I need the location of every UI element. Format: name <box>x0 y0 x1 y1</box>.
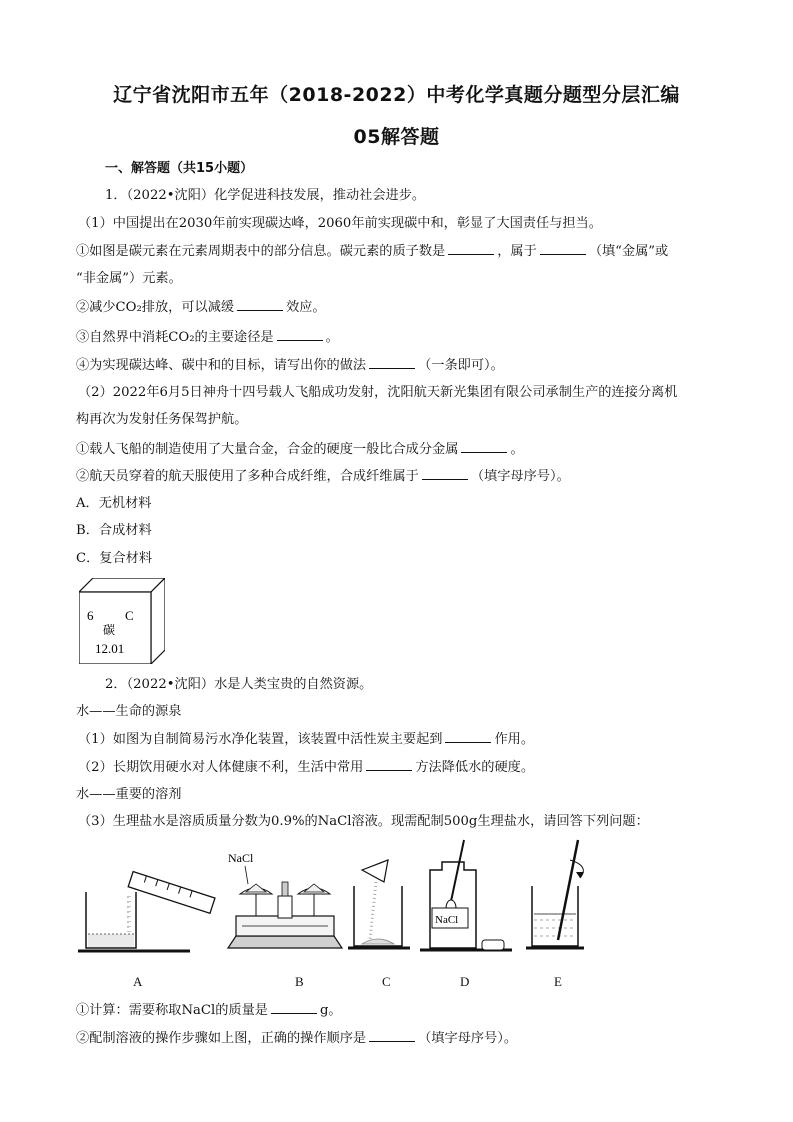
answer-blank[interactable] <box>461 440 507 453</box>
element-name: 碳 <box>103 623 116 637</box>
option-c: C．复合材料 <box>76 551 153 566</box>
page-title: 辽宁省沈阳市五年（2018-2022）中考化学真题分题型分层汇编 <box>113 84 680 106</box>
answer-blank[interactable] <box>422 467 468 480</box>
option-b: B．合成材料 <box>76 523 152 538</box>
q1-sub4: ④为实现碳达峰、碳中和的目标，请写出你的做法 （一条即可）。 <box>76 358 504 373</box>
bottle-label: NaCl <box>435 914 459 926</box>
q1-part2-sub1: ①载人飞船的制造使用了大量合金，合金的硬度一般比合成分金属 。 <box>76 442 524 457</box>
answer-blank[interactable] <box>540 242 586 255</box>
atomic-mass: 12.01 <box>95 641 125 656</box>
question-2-stem: 2．（2022•沈阳）水是人类宝贵的自然资源。 <box>105 677 373 692</box>
step-e-stir-solution <box>526 840 584 948</box>
figure-label-c: C <box>382 974 391 989</box>
q1-part2-sub2: ②航天员穿着的航天服使用了多种合成纤维，合成纤维属于 （填字母序号）。 <box>76 469 570 484</box>
q2-calc: ①计算：需要称取NaCl的质量是 g。 <box>76 1003 342 1018</box>
step-a-pour-water <box>78 872 215 951</box>
q2-heading-2: 水——重要的溶剂 <box>76 787 182 802</box>
q1-part1-intro: （1）中国提出在2030年前实现碳达峰，2060年前实现碳中和，彰显了大国责任与担当。 <box>78 216 602 231</box>
figure-label-b: B <box>295 974 304 989</box>
step-c-add-nacl <box>348 860 410 948</box>
q1-sub1-cont: “非金属”）元素。 <box>76 271 182 286</box>
question-1-stem: 1．（2022•沈阳）化学促进科技发展，推动社会进步。 <box>105 188 426 203</box>
answer-blank[interactable] <box>237 298 283 311</box>
solution-preparation-figure <box>70 836 630 996</box>
q1-sub3: ③自然界中消耗CO₂的主要途径是 。 <box>76 330 339 345</box>
answer-blank[interactable] <box>369 1029 415 1042</box>
atomic-number: 6 <box>87 608 94 623</box>
figure-label-e: E <box>554 974 562 989</box>
element-symbol: C <box>125 608 134 623</box>
nacl-label: NaCl <box>228 851 254 865</box>
q1-part2-intro-cont: 构再次为发射任务保驾护航。 <box>76 412 248 427</box>
answer-blank[interactable] <box>366 758 412 771</box>
carbon-element-tile <box>79 578 165 664</box>
q2-part1: （1）如图为自制简易污水净化装置，该装置中活性炭主要起到 作用。 <box>78 732 535 747</box>
q1-sub2: ②减少CO₂排放，可以减缓 效应。 <box>76 300 326 315</box>
figure-label-a: A <box>133 974 143 989</box>
q2-order: ②配制溶液的操作步骤如上图，正确的操作顺序是 （填字母序号）。 <box>76 1031 518 1046</box>
q2-heading-1: 水——生命的源泉 <box>76 704 182 719</box>
q2-part3: （3）生理盐水是溶质质量分数为0.9%的NaCl溶液。现需配制500g生理盐水，请回答下列问题： <box>78 814 649 829</box>
step-b-weigh-nacl <box>228 851 342 948</box>
answer-blank[interactable] <box>271 1001 317 1014</box>
page-subtitle: 05解答题 <box>353 126 440 148</box>
option-a: A．无机材料 <box>76 496 152 511</box>
q1-sub1: ①如图是碳元素在元素周期表中的部分信息。碳元素的质子数是 ，属于 （填“金属”或 <box>76 244 669 259</box>
answer-blank[interactable] <box>445 730 491 743</box>
step-d-reagent-bottle <box>420 840 512 950</box>
figure-label-d: D <box>460 974 470 989</box>
q1-part2-intro: （2）2022年6月5日神舟十四号载人飞船成功发射，沈阳航天新光集团有限公司承制生产的连接分离机 <box>78 385 678 400</box>
answer-blank[interactable] <box>369 356 415 369</box>
answer-blank[interactable] <box>448 242 494 255</box>
q2-part2: （2）长期饮用硬水对人体健康不利，生活中常用 方法降低水的硬度。 <box>78 760 535 775</box>
answer-blank[interactable] <box>277 328 323 341</box>
section-heading: 一、解答题（共15小题） <box>105 161 254 176</box>
